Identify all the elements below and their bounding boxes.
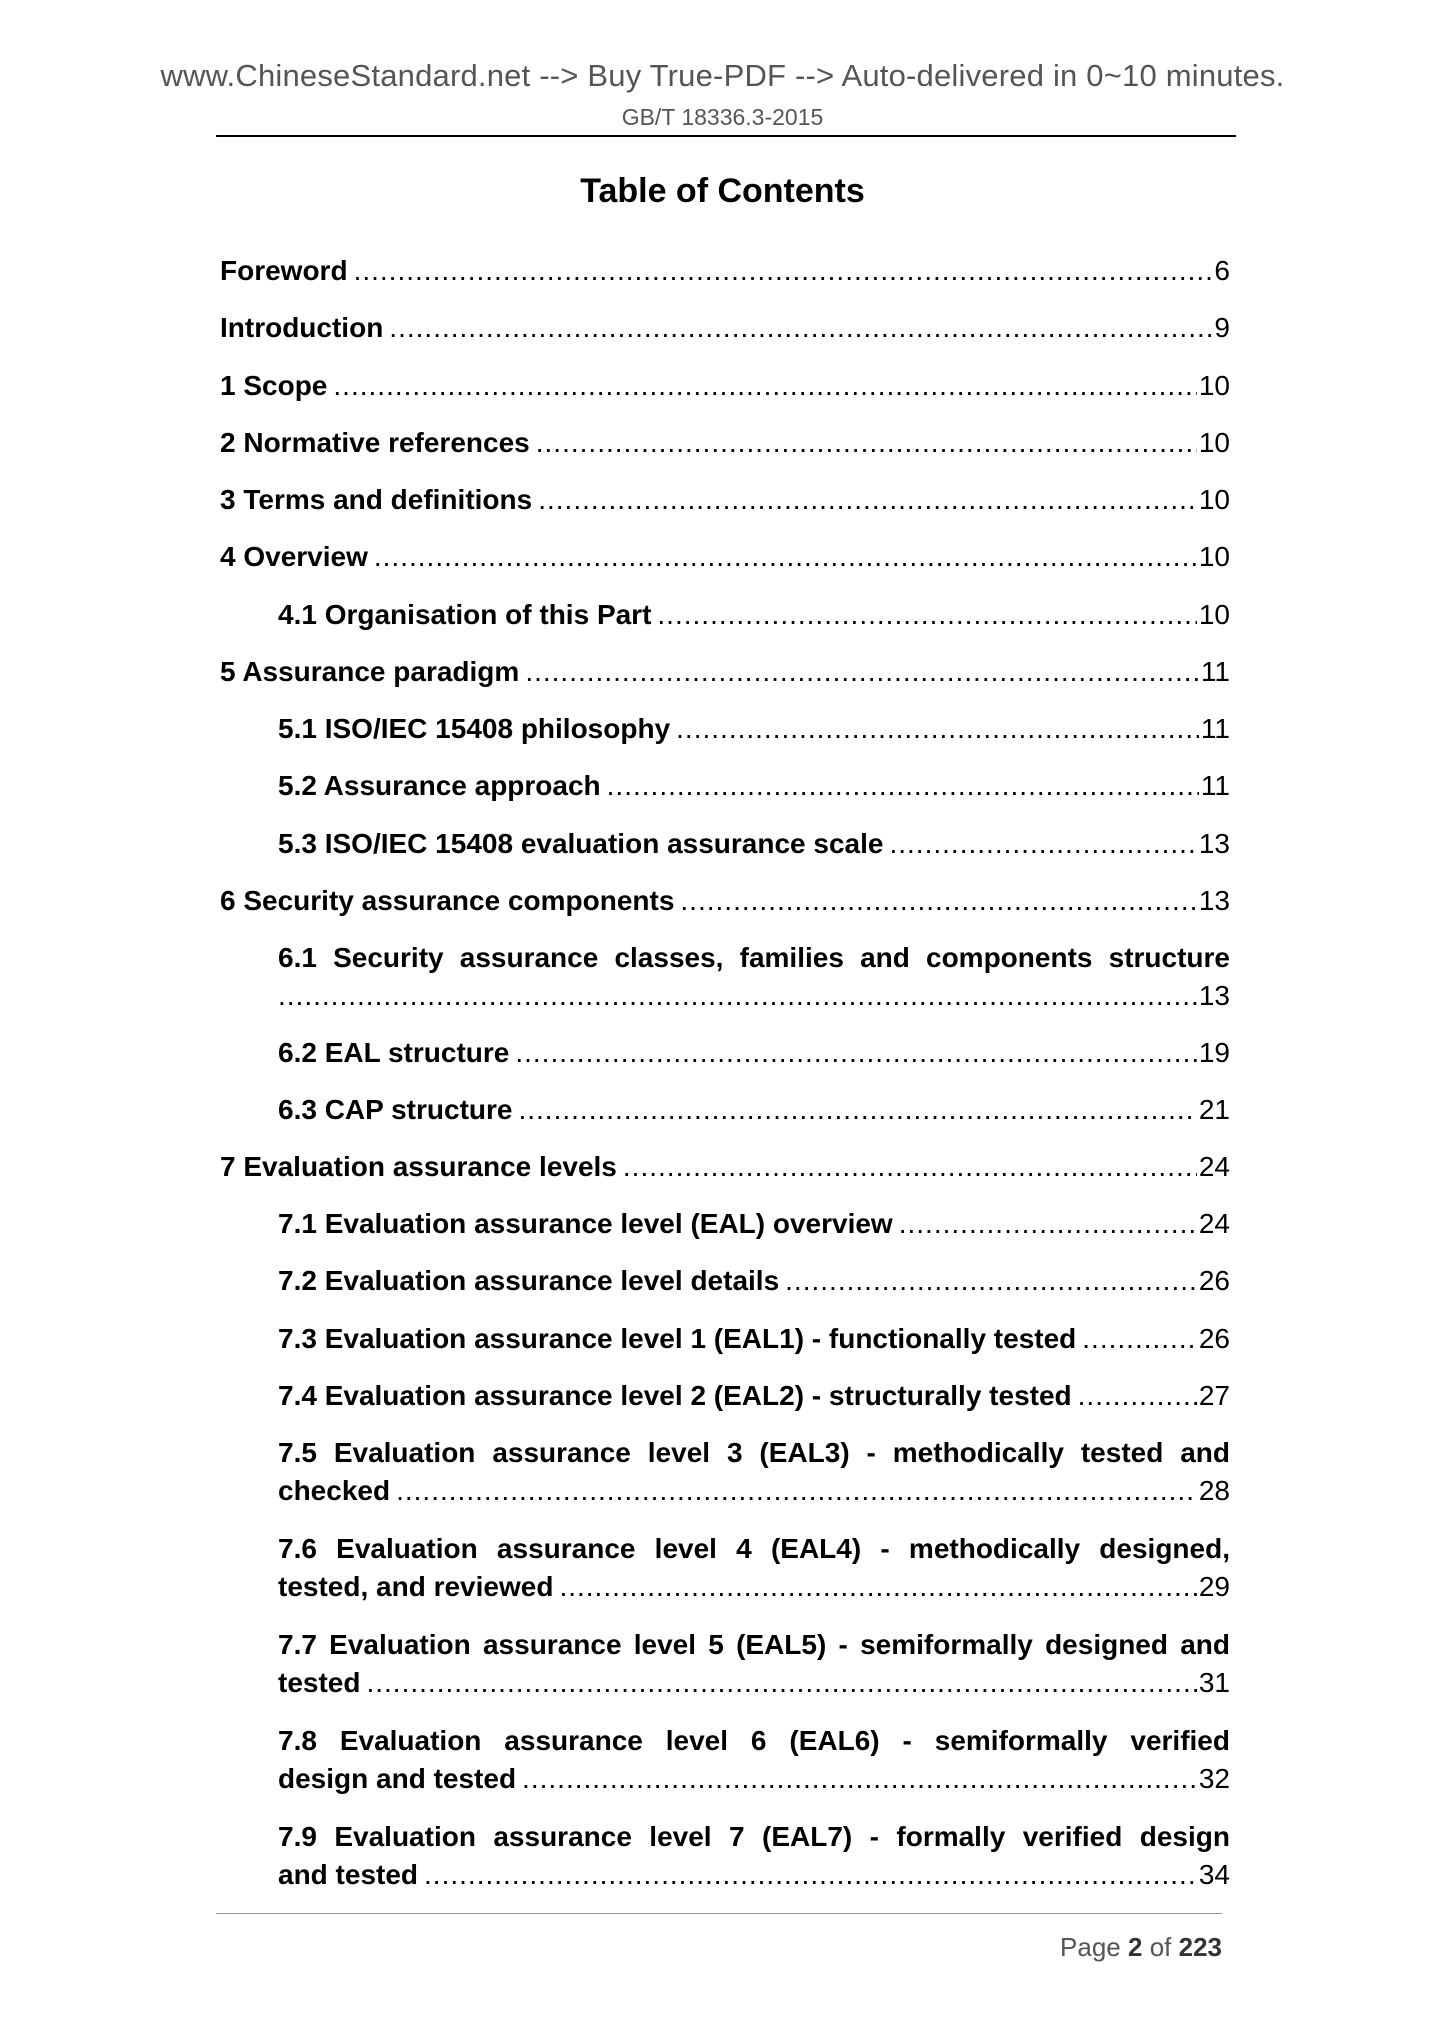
toc-entry-assurance-paradigm[interactable] [220, 653, 1230, 691]
toc-label-line1: 7.7 Evaluation assurance level 5 (EAL5) - semiformally designed and [278, 1629, 1230, 1660]
toc-page-number: 32 [1198, 1763, 1230, 1794]
toc-entry-scope[interactable] [220, 367, 1230, 405]
footer-divider [216, 1913, 1222, 1914]
toc-label: 1 Scope [220, 370, 328, 401]
toc-label: 5 Assurance paradigm [220, 656, 520, 687]
toc-entry-evaluation-assurance-levels[interactable] [220, 1148, 1230, 1186]
toc-label: 7 Evaluation assurance levels [220, 1151, 617, 1182]
toc-label: 7.2 Evaluation assurance level details [278, 1265, 780, 1296]
toc-entry-overview[interactable] [220, 538, 1230, 576]
toc-entry-7-5[interactable] [278, 1434, 1230, 1510]
page-prefix: Page [1060, 1932, 1121, 1962]
toc-page-number: 6 [1214, 255, 1230, 286]
toc-entry-5-3[interactable] [278, 825, 1230, 863]
toc-entry-terms-definitions[interactable] [220, 481, 1230, 519]
leader-dots [1078, 1377, 1197, 1415]
leader-dots [424, 1856, 1197, 1894]
toc-page-number: 21 [1198, 1094, 1230, 1125]
toc-label-line2: tested, and reviewed [278, 1571, 554, 1602]
toc-page-number: 31 [1198, 1667, 1230, 1698]
toc-page-number: 10 [1198, 599, 1230, 630]
leader-dots [354, 252, 1213, 290]
toc-entry-normative-references[interactable] [220, 424, 1230, 462]
leader-dots [785, 1262, 1197, 1300]
leader-dots [522, 1760, 1197, 1798]
page-title: Table of Contents [580, 172, 865, 210]
toc-label-line2: tested [278, 1667, 361, 1698]
toc-entry-7-2[interactable] [278, 1262, 1230, 1300]
toc-page-number: 19 [1198, 1037, 1230, 1068]
toc-entry-7-3[interactable] [278, 1320, 1230, 1358]
toc-entry-5-1[interactable] [278, 710, 1230, 748]
leader-dots [899, 1205, 1197, 1243]
toc-label: 7.4 Evaluation assurance level 2 (EAL2) - structurally tested [278, 1380, 1072, 1411]
toc-label-line2: and tested [278, 1859, 419, 1890]
toc-label: 6 Security assurance components [220, 885, 675, 916]
leader-dots [333, 367, 1196, 405]
toc-page-number: 28 [1198, 1475, 1230, 1506]
page-separator: of [1149, 1932, 1172, 1962]
toc-page-number: 24 [1198, 1151, 1230, 1182]
total-pages: 223 [1178, 1932, 1222, 1962]
toc-entry-security-assurance-components[interactable] [220, 882, 1230, 920]
toc-page-number: 27 [1198, 1380, 1230, 1411]
toc-label-line1: 7.9 Evaluation assurance level 7 (EAL7) - formally verified design [278, 1821, 1230, 1852]
toc-label-line1: 7.8 Evaluation assurance level 6 (EAL6) - semiformally verified [278, 1725, 1230, 1756]
toc-entry-7-7[interactable] [278, 1626, 1230, 1702]
leader-dots [366, 1664, 1196, 1702]
toc-entry-5-2[interactable] [278, 767, 1230, 805]
toc-label: 6.3 CAP structure [278, 1094, 513, 1125]
toc-page-number: 29 [1198, 1571, 1230, 1602]
leader-dots [1082, 1320, 1197, 1358]
leader-dots [278, 977, 1197, 1015]
current-page-number: 2 [1127, 1932, 1143, 1962]
toc-entry-7-4[interactable] [278, 1377, 1230, 1415]
standard-code: GB/T 18336.3-2015 [621, 104, 824, 130]
leader-dots [374, 538, 1197, 576]
leader-dots [389, 309, 1212, 347]
toc-page-number: 11 [1200, 770, 1230, 801]
toc-entry-introduction[interactable] [220, 309, 1230, 347]
leader-dots [538, 481, 1197, 519]
leader-dots [518, 1091, 1196, 1129]
leader-dots [680, 882, 1196, 920]
toc-entry-7-1[interactable] [278, 1205, 1230, 1243]
toc-page-number: 11 [1200, 713, 1230, 744]
toc-entry-7-9[interactable] [278, 1818, 1230, 1894]
toc-page-number: 9 [1214, 312, 1230, 343]
toc-label: 5.1 ISO/IEC 15408 philosophy [278, 713, 671, 744]
toc-page-number: 13 [1198, 980, 1230, 1011]
toc-label: 5.2 Assurance approach [278, 770, 601, 801]
leader-dots [623, 1148, 1197, 1186]
source-banner: www.ChineseStandard.net --> Buy True-PDF --> Auto-delivered in 0~10 minutes. [160, 58, 1285, 93]
leader-dots [559, 1568, 1196, 1606]
toc-entry-6-1[interactable] [278, 939, 1230, 1015]
toc-page-number: 10 [1198, 427, 1230, 458]
leader-dots [889, 825, 1196, 863]
header-divider [216, 135, 1236, 137]
toc-label-line2: checked [278, 1475, 391, 1506]
toc-label-line1: 7.6 Evaluation assurance level 4 (EAL4) - methodically designed, [278, 1533, 1230, 1564]
leader-dots [676, 710, 1199, 748]
leader-dots [657, 596, 1196, 634]
toc-label: Introduction [220, 312, 384, 343]
toc-label: 6.2 EAL structure [278, 1037, 510, 1068]
toc-label-line1: 6.1 Security assurance classes, families and components structure [278, 942, 1230, 973]
toc-label: 4.1 Organisation of this Part [278, 599, 652, 630]
toc-page-number: 10 [1198, 484, 1230, 515]
toc-entry-7-8[interactable] [278, 1722, 1230, 1798]
toc-page-number: 13 [1198, 885, 1230, 916]
leader-dots [515, 1034, 1197, 1072]
toc-page-number: 10 [1198, 541, 1230, 572]
toc-page-number: 26 [1198, 1323, 1230, 1354]
leader-dots [396, 1472, 1197, 1510]
toc-entry-6-3[interactable] [278, 1091, 1230, 1129]
toc-page-number: 26 [1198, 1265, 1230, 1296]
leader-dots [536, 424, 1197, 462]
toc-entry-4-1[interactable] [278, 596, 1230, 634]
leader-dots [525, 653, 1199, 691]
toc-page-number: 10 [1198, 370, 1230, 401]
toc-label-line1: 7.5 Evaluation assurance level 3 (EAL3) - methodically tested and [278, 1437, 1230, 1468]
toc-label: 7.1 Evaluation assurance level (EAL) overview [278, 1208, 893, 1239]
toc-label: 7.3 Evaluation assurance level 1 (EAL1) - functionally tested [278, 1323, 1077, 1354]
toc-page-number: 13 [1198, 828, 1230, 859]
toc-entry-foreword[interactable] [220, 252, 1230, 290]
toc-entry-6-2[interactable] [278, 1034, 1230, 1072]
toc-label-line2: design and tested [278, 1763, 517, 1794]
page-footer [216, 1932, 1222, 1963]
leader-dots [607, 767, 1199, 805]
toc-page-number: 34 [1198, 1859, 1230, 1890]
toc-entry-7-6[interactable] [278, 1530, 1230, 1606]
toc-label: 2 Normative references [220, 427, 530, 458]
toc-page-number: 11 [1200, 656, 1230, 687]
toc-label: 4 Overview [220, 541, 368, 572]
toc-label: 3 Terms and definitions [220, 484, 533, 515]
toc-label: 5.3 ISO/IEC 15408 evaluation assurance scale [278, 828, 884, 859]
toc-label: Foreword [220, 255, 348, 286]
toc-page-number: 24 [1198, 1208, 1230, 1239]
